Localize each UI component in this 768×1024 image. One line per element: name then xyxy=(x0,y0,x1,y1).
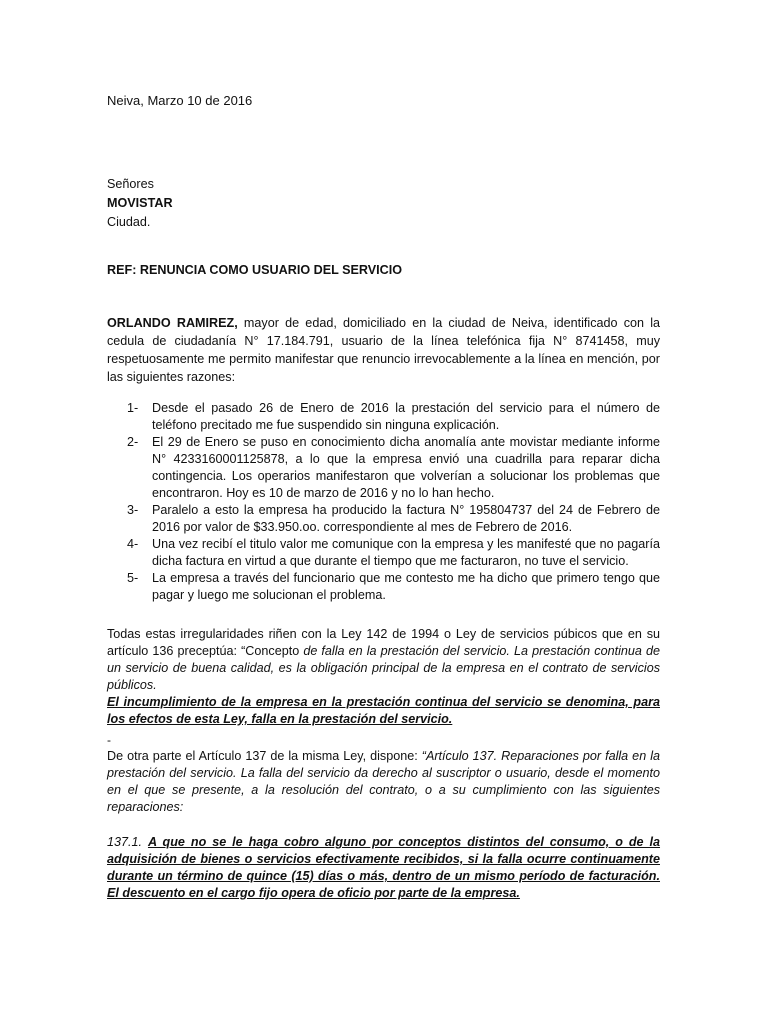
law-142-quote: de falla en la prestación del servicio. La prestación continua de un servicio de buena calidad, es la obligación principal de la empresa en el contrato de servicios públicos. xyxy=(107,644,660,692)
list-item xyxy=(107,434,660,502)
list-number: 4- xyxy=(127,537,139,551)
reference-line: REF: RENUNCIA COMO USUARIO DEL SERVICIO xyxy=(107,263,403,277)
addressee-block xyxy=(107,175,173,232)
article-137-1-number: 137.1. xyxy=(107,835,148,849)
article-137-1-paragraph xyxy=(107,834,660,902)
article-137-quote: “Artículo 137. Reparaciones por falla en la prestación del servicio. La falla del servicio da derecho al suscriptor o usuario, desde el momento en el que se presente, a la resolución del contrato, o a su cumplimiento con las siguientes reparaciones: xyxy=(107,749,660,814)
salutation: Señores xyxy=(107,177,154,191)
list-number: 2- xyxy=(127,435,139,449)
list-item xyxy=(107,536,660,570)
law-142-lead: Todas estas irregularidades riñen con la Ley 142 de 1994 o Ley de servicios púbicos que en su artículo 136 preceptúa: xyxy=(107,627,660,658)
separator-dash: - xyxy=(107,733,111,747)
list-text: El 29 de Enero se puso en conocimiento dicha anomalía ante movistar mediante informe N° 4233160001125878, a lo que la empresa envió una cuadrilla para reparar dicha contingencia. Los operarios manifestaron que volverían a solucionar los problemas que encontraron. Hoy es 10 de marzo de 2016 y no lo han hecho. xyxy=(152,435,660,500)
list-text: Una vez recibí el titulo valor me comunique con la empresa y les manifesté que no pagaría dicha factura en virtud a que durante el tiempo que me facturaron, no tuve el servicio. xyxy=(152,537,660,568)
article-137-paragraph xyxy=(107,748,660,816)
list-number: 3- xyxy=(127,503,139,517)
law-142-quote-open: “Concepto xyxy=(241,644,304,658)
recipient-name: MOVISTAR xyxy=(107,196,173,210)
list-number: 1- xyxy=(127,401,139,415)
law-142-paragraph xyxy=(107,626,660,728)
sender-name: ORLANDO RAMIREZ, xyxy=(107,316,238,330)
list-text: Paralelo a esto la empresa ha producido la factura N° 195804737 del 24 de Febrero de 2016 por valor de $33.950.oo. correspondiente al mes de Febrero de 2016. xyxy=(152,503,660,534)
article-137-lead: De otra parte el Artículo 137 de la misma Ley, dispone: xyxy=(107,749,422,763)
reasons-list xyxy=(107,400,660,604)
list-number: 5- xyxy=(127,571,139,585)
list-item xyxy=(107,502,660,536)
list-item xyxy=(107,400,660,434)
letter-date: Neiva, Marzo 10 de 2016 xyxy=(107,93,253,108)
list-text: Desde el pasado 26 de Enero de 2016 la prestación del servicio para el número de teléfono precitado me fue suspendido sin ninguna explicación. xyxy=(152,401,660,432)
article-137-1-text: A que no se le haga cobro alguno por conceptos distintos del consumo, o de la adquisición de bienes o servicios efectivamente recibidos, si la falla ocurre continuamente durante un término de quince (15) días o más, dentro de un mismo período de facturación. El descuento en el cargo fijo opera de oficio por parte de la empresa. xyxy=(107,835,661,900)
law-142-emphasis: El incumplimiento de la empresa en la prestación continua del servicio se denomina, para los efectos de esta Ley, falla en la prestación del servicio. xyxy=(107,695,660,726)
intro-text: mayor de edad, domiciliado en la ciudad de Neiva, identificado con la cedula de ciudadanía N° 17.184.791, usuario de la línea telefónica fija N° 8741458, muy respetuosamente me permito manifestar que renuncio irrevocablemente a la línea en mención, por las siguientes razones: xyxy=(107,316,661,384)
list-text: La empresa a través del funcionario que me contesto me ha dicho que primero tengo que pagar y luego me solucionan el problema. xyxy=(152,571,660,602)
intro-paragraph xyxy=(107,314,660,386)
recipient-city: Ciudad. xyxy=(107,215,151,229)
list-item xyxy=(107,570,660,604)
